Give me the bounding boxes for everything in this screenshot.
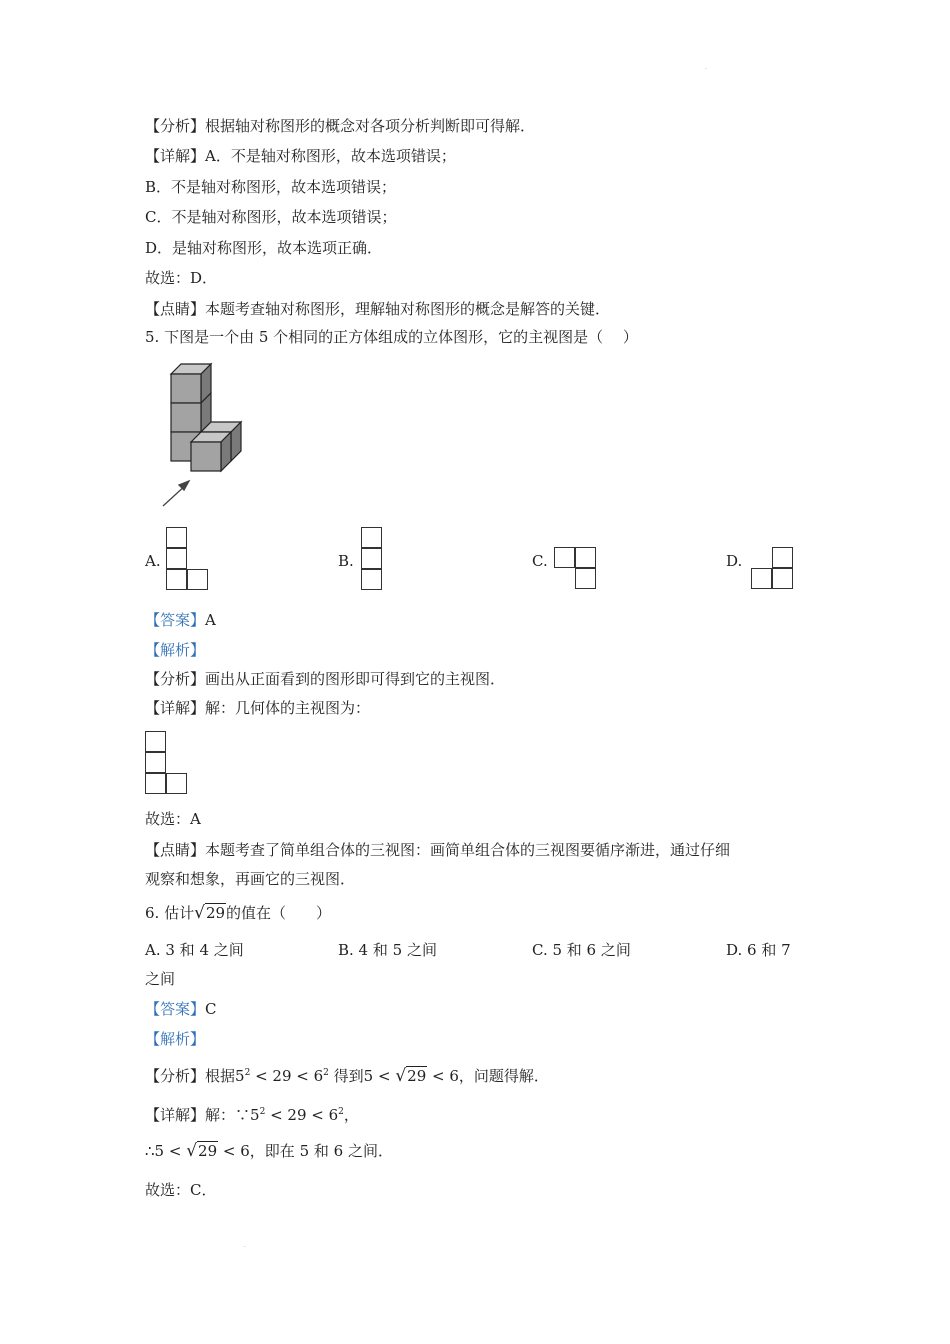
q4-detail-b: B．不是轴对称图形，故本选项错误； (145, 178, 397, 196)
q4-choose: 故选：D． (145, 269, 218, 287)
q5-answer: A (205, 611, 216, 629)
q5-comment-2: 观察和想象，再画它的三视图． (145, 870, 356, 888)
q5-detail: 【详解】解：几何体的主视图为： (145, 699, 371, 717)
q4-detail-c: C．不是轴对称图形，故本选项错误； (145, 208, 397, 226)
q5-answer-tag: 【答案】 (145, 611, 206, 629)
q6-choose: 故选：C． (145, 1181, 217, 1199)
q5-analysis: 【分析】画出从正面看到的图形即可得到它的主视图． (145, 670, 506, 688)
cube-stack-figure (155, 360, 250, 515)
q5-option-c-label: C. (532, 552, 548, 570)
q5-option-c-figure (554, 547, 597, 590)
q6-question: 6. 估计√29的值在（ ） (145, 903, 332, 923)
q6-detail: 【详解】解：$\because 5^2 < 29 < 6^2$， (145, 1106, 359, 1124)
q6-answer: C (205, 1000, 217, 1018)
q5-explain-tag: 【解析】 (145, 641, 206, 659)
q5-option-b-label: B. (338, 552, 354, 570)
q6-option-d-wrap: 之间 (145, 970, 176, 988)
page-dot-bottom: · (244, 1244, 246, 1251)
q6-option-d: D. 6 和 7 (726, 941, 791, 959)
q5-option-a-label: A. (145, 552, 161, 570)
q4-comment: 【点睛】本题考查轴对称图形，理解轴对称图形的概念是解答的关键． (145, 300, 611, 318)
q5-option-d-figure (751, 547, 794, 590)
q5-choose: 故选：A (145, 810, 201, 828)
q6-answer-tag: 【答案】 (145, 1000, 206, 1018)
q5-question: 5. 下图是一个由 5 个相同的正方体组成的立体图形，它的主视图是（ ） (145, 328, 638, 346)
q5-answer-line (145, 609, 216, 631)
q5-option-a-figure (166, 527, 209, 590)
q5-option-b-figure (361, 527, 383, 590)
q6-explain-tag: 【解析】 (145, 1030, 206, 1048)
q5-option-d-label: D. (726, 552, 743, 570)
q4-detail-a: 【详解】A．不是轴对称图形，故本选项错误； (145, 147, 456, 165)
q6-option-a: A. 3 和 4 之间 (145, 941, 244, 959)
q6-answer-line (145, 998, 217, 1020)
page-dot-top: · (705, 66, 707, 73)
q6-option-b: B. 4 和 5 之间 (338, 941, 437, 959)
q6-conclude: ∴5 < √29 < 6，即在 5 和 6 之间． (145, 1141, 393, 1161)
q6-analysis: 【分析】根据$5^2 < 29 < 6^2$ 得到5 < √29 < 6，问题得解． (145, 1066, 549, 1086)
q6-option-c: C. 5 和 6 之间 (532, 941, 631, 959)
q4-analysis: 【分析】根据轴对称图形的概念对各项分析判断即可得解． (145, 117, 536, 135)
q5-comment-1: 【点睛】本题考查了简单组合体的三视图：画简单组合体的三视图要循序渐进，通过仔细 (145, 841, 731, 859)
q4-detail-d: D．是轴对称图形，故本选项正确． (145, 239, 383, 257)
q5-front-view-figure (145, 731, 188, 794)
